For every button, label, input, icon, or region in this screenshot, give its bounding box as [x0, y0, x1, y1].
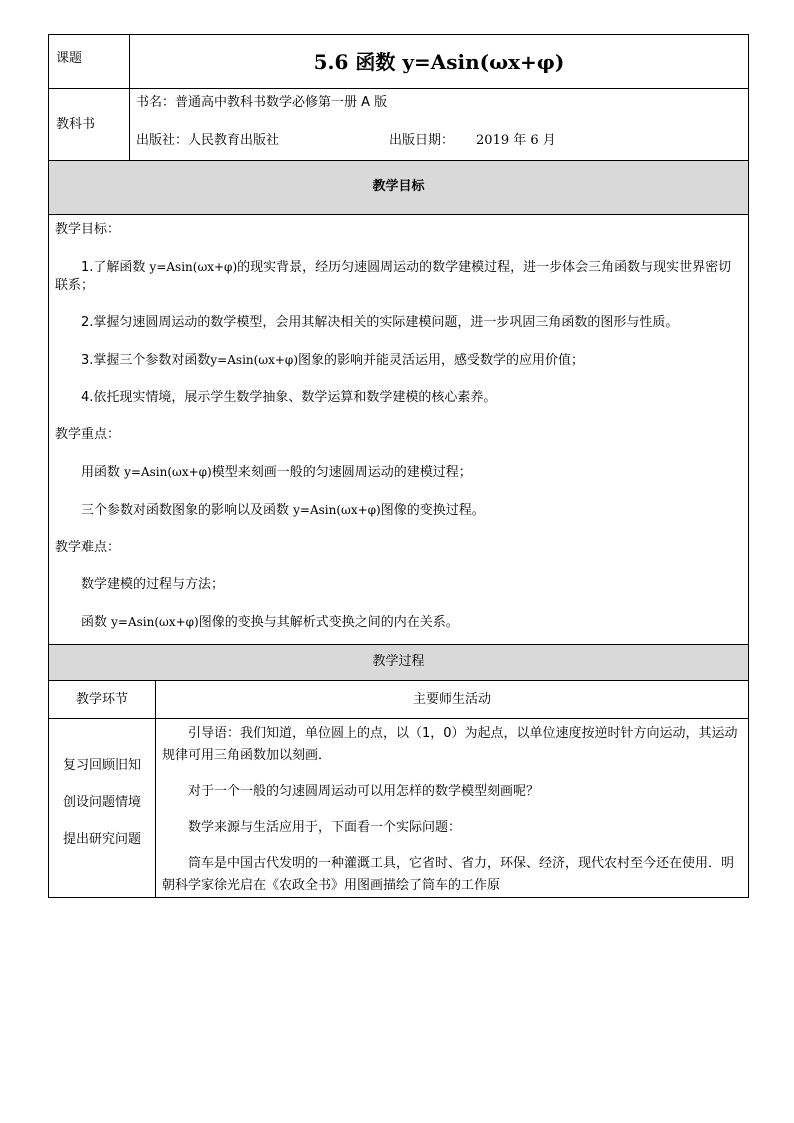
stage-item: 复习回顾旧知: [62, 758, 141, 773]
formula: y=Asin(ωx+φ): [124, 465, 212, 479]
stage-item: 创设问题情境: [62, 795, 141, 810]
formula: y=Asin(ωx+φ): [111, 615, 199, 629]
objectives-section-header: 教学目标: [49, 161, 749, 215]
formula: y=Asin(ωx+φ): [149, 260, 238, 274]
objective-item-1: 1.了解函数 y=Asin(ωx+φ)的现实背景，经历匀速圆周运动的数学建模过程，进一步体会三角函数与现实世界密切联系；: [55, 260, 732, 293]
objectives-heading: 教学目标：: [55, 222, 121, 237]
process-column-row: [49, 681, 749, 719]
publisher: 出版社：人民教育出版社: [136, 133, 280, 148]
activity-paragraph: 数学来源与生活应用于，下面看一个实际问题：: [188, 820, 462, 835]
formula: y=Asin(ωx+φ): [210, 353, 299, 367]
textbook-row: [49, 89, 749, 161]
objectives-header-row: [49, 161, 749, 215]
publisher-line: [136, 130, 748, 152]
activity-cell: [156, 719, 749, 898]
lesson-plan-page: [48, 34, 748, 898]
stage-item: 提出研究问题: [62, 832, 141, 847]
difficulties-heading: 教学难点：: [55, 540, 121, 555]
book-name: 书名：普通高中教科书数学必修第一册 A 版: [136, 95, 388, 110]
key-point-2: 三个参数对函数图象的影响以及函数 y=Asin(ωx+φ)图像的变换过程。: [81, 503, 485, 518]
activity-paragraph: 筒车是中国古代发明的一种灌溉工具，它省时、省力，环保、经济，现代农村至今还在使用．明朝科学家徐光启在《农政全书》用图画描绘了筒车的工作原: [162, 856, 735, 893]
stage-cell: [49, 719, 156, 898]
process-header-row: [49, 645, 749, 681]
lesson-info-table: [48, 34, 749, 645]
process-table: [48, 644, 749, 898]
difficulty-1: 数学建模的过程与方法；: [81, 577, 225, 592]
objective-item-3: 3.掌握三个参数对函数y=Asin(ωx+φ)图象的影响并能灵活运用，感受数学的应用价值；: [81, 353, 585, 368]
key-point-1: 用函数 y=Asin(ωx+φ)模型来刻画一般的匀速圆周运动的建模过程；: [81, 465, 472, 480]
publish-date-value: 2019 年 6 月: [476, 133, 556, 148]
page-title: 5.6 函数 y=Asin(ωx+φ): [130, 35, 749, 89]
publish-date-label: 出版日期：: [389, 133, 455, 148]
activity-column-header: 主要师生活动: [156, 681, 749, 719]
topic-row: [49, 35, 749, 89]
textbook-label: 教科书: [49, 89, 130, 161]
activity-paragraph: 引导语：我们知道，单位圆上的点，以（1，0）为起点，以单位速度按逆时针方向运动，其运动规律可用三角函数加以刻画．: [162, 726, 738, 763]
process-section-header: 教学过程: [49, 645, 749, 681]
objectives-content: [49, 215, 749, 645]
objective-item-2: 2.掌握匀速圆周运动的数学模型，会用其解决相关的实际建模问题，进一步巩固三角函数的图形与性质。: [81, 315, 679, 330]
topic-label: 课题: [49, 35, 130, 89]
activity-paragraph: 对于一个一般的匀速圆周运动可以用怎样的数学模型刻画呢？: [188, 784, 540, 799]
difficulty-2: 函数 y=Asin(ωx+φ)图像的变换与其解析式变换之间的内在关系。: [81, 615, 459, 630]
textbook-info: [130, 89, 749, 161]
key-points-heading: 教学重点：: [55, 427, 121, 442]
objectives-content-row: [49, 215, 749, 645]
formula: y=Asin(ωx+φ): [293, 503, 381, 517]
objective-item-4: 4.依托现实情境，展示学生数学抽象、数学运算和数学建模的核心素养。: [81, 390, 497, 405]
process-row: [49, 719, 749, 898]
stage-column-header: 教学环节: [49, 681, 156, 719]
